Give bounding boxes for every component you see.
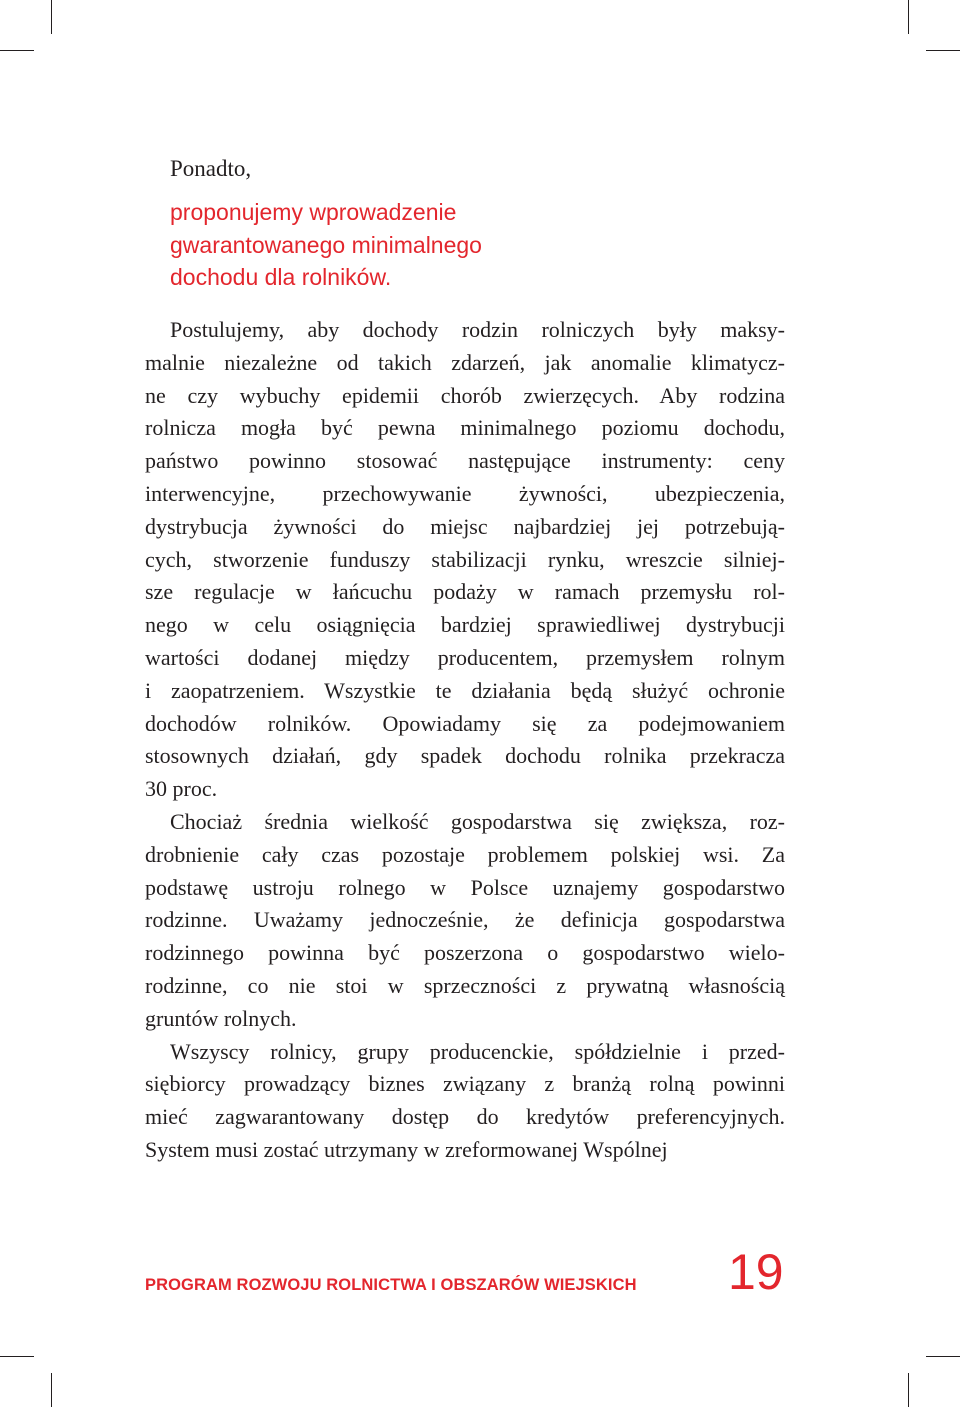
intro-text: Ponadto, [170, 156, 252, 181]
paragraph-line: drobnienie cały czas pozostaje problemem polskiej wsi. Za [145, 841, 785, 867]
paragraph-line: 30 proc. [145, 776, 218, 802]
paragraph-line: i zaopatrzeniem. Wszystkie te działania będą służyć ochronie [145, 677, 785, 703]
paragraph-line: wartości dodanej między producentem, przemysłem rolnym [145, 644, 785, 670]
paragraph [145, 806, 785, 1036]
paragraph-line: siębiorcy prowadzący biznes związany z branżą rolną powinni [145, 1071, 785, 1097]
crop-mark-bottom-right [908, 1373, 909, 1407]
paragraph-line: podstawę ustroju rolnego w Polsce uznajemy gospodarstwo [145, 874, 785, 900]
paragraph-line: System musi zostać utrzymany w zreformowanej Wspólnej [145, 1136, 668, 1162]
highlight-lead [170, 196, 590, 294]
paragraph-line: dochodów rolników. Opowiadamy się za podejmowaniem [145, 710, 785, 736]
paragraph-line: sze regulacje w łańcuchu podaży w ramach przemysłu rol- [145, 579, 785, 605]
paragraph-line: mieć zagwarantowany dostęp do kredytów preferencyjnych. [145, 1104, 785, 1130]
paragraph-line: rodzinne. Uważamy jednocześnie, że definicja gospodarstwa [145, 907, 785, 933]
paragraph-line: rodzinnego powinna być poszerzona o gospodarstwo wielo- [145, 940, 785, 966]
crop-mark-top-right [908, 0, 909, 34]
paragraph-line: malnie niezależne od takich zdarzeń, jak anomalie klimatycz- [145, 349, 785, 375]
paragraph-line: ne czy wybuchy epidemii chorób zwierzęcych. Aby rodzina [145, 382, 785, 408]
paragraph-line: interwencyjne, przechowywanie żywności, ubezpieczenia, [145, 480, 785, 506]
paragraph-line: rolnicza mogła być pewna minimalnego poziomu dochodu, [145, 415, 785, 441]
crop-mark-bottom-right [926, 1356, 960, 1357]
crop-mark-top-right [926, 50, 960, 51]
body-text [145, 314, 785, 1167]
crop-mark-bottom-left [51, 1373, 52, 1407]
lead-line: dochodu dla rolników. [170, 264, 392, 290]
lead-line: proponujemy wprowadzenie [170, 199, 457, 225]
crop-mark-top-left [0, 50, 34, 51]
paragraph-line: cych, stworzenie funduszy stabilizacji rynku, wreszcie silniej- [145, 546, 785, 572]
paragraph-line: gruntów rolnych. [145, 1005, 297, 1031]
paragraph-line: stosownych działań, gdy spadek dochodu rolnika przekracza [145, 743, 785, 769]
paragraph-line: nego w celu osiągnięcia bardziej sprawiedliwej dystrybucji [145, 612, 785, 638]
page-number: 19 [728, 1244, 784, 1300]
paragraph-line: państwo powinno stosować następujące instrumenty: ceny [145, 448, 785, 474]
lead-line: gwarantowanego minimalnego [170, 231, 482, 258]
paragraph [145, 1036, 785, 1167]
footer-title: PROGRAM ROZWOJU ROLNICTWA I OBSZARÓW WIEJSKICH [145, 1276, 637, 1294]
paragraph-line: Chociaż średnia wielkość gospodarstwa się zwiększa, roz- [170, 808, 785, 834]
paragraph [145, 314, 785, 806]
paragraph-line: dystrybucja żywności do miejsc najbardziej jej potrzebują- [145, 513, 785, 539]
paragraph-line: Wszyscy rolnicy, grupy producenckie, spółdzielnie i przed- [170, 1038, 785, 1064]
paragraph-line: Postulujemy, aby dochody rodzin rolniczych były maksy- [170, 317, 785, 342]
crop-mark-top-left [51, 0, 52, 34]
crop-mark-bottom-left [0, 1356, 34, 1357]
paragraph-line: rodzinne, co nie stoi w sprzeczności z prywatną własnością [145, 972, 785, 998]
